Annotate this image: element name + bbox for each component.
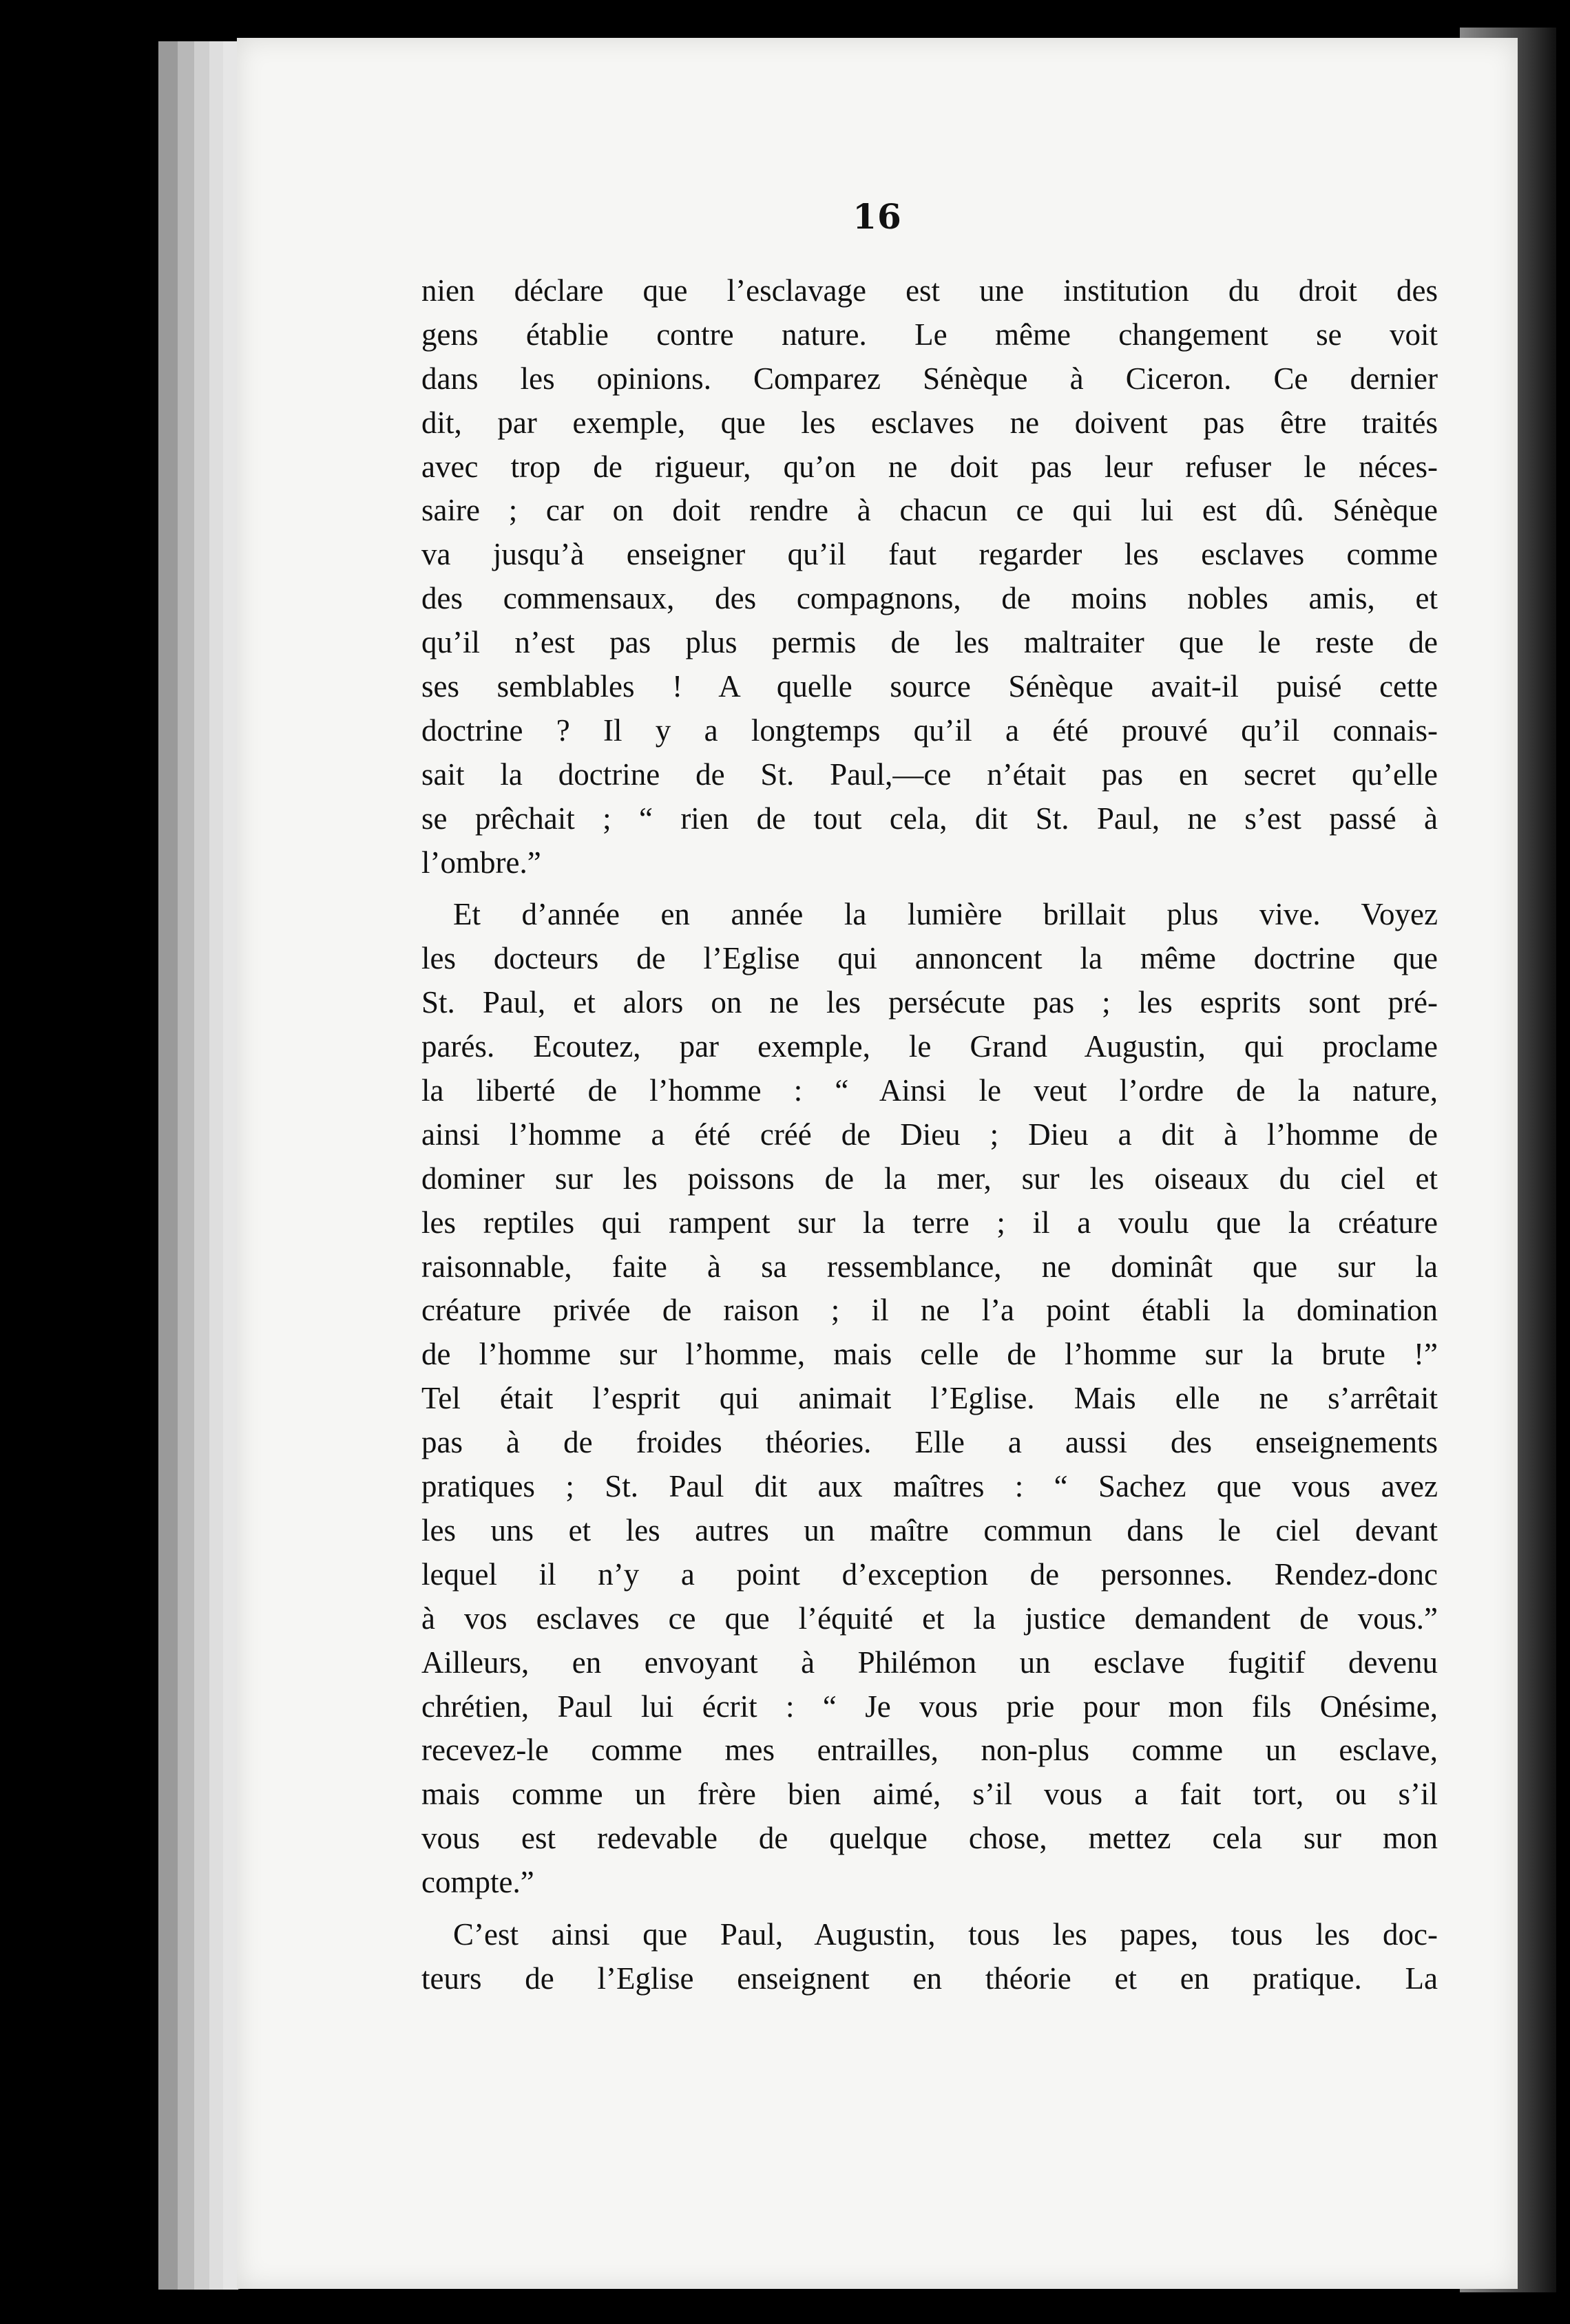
- text-line: gens établie contre nature. Le même changement se voit: [421, 317, 1438, 352]
- text-line: St. Paul, et alors on ne les persécute pas ; les esprits sont pré-: [421, 985, 1438, 1020]
- page-number: 16: [852, 196, 902, 237]
- text-line: avec trop de rigueur, qu’on ne doit pas leur refuser le néces-: [421, 449, 1438, 484]
- text-line: teurs de l’Eglise enseignent en théorie et en pratique. La: [421, 1961, 1438, 1996]
- text-line: nien déclare que l’esclavage est une institution du droit des: [421, 273, 1438, 308]
- text-line: C’est ainsi que Paul, Augustin, tous les papes, tous les doc-: [453, 1916, 1438, 1952]
- text-line: pas à de froides théories. Elle a aussi des enseignements: [421, 1425, 1438, 1460]
- text-line: qu’il n’est pas plus permis de les maltraiter que le reste de: [421, 625, 1438, 660]
- paragraph: [421, 893, 1438, 1904]
- text-line: sait la doctrine de St. Paul,—ce n’était pas en secret qu’elle: [421, 757, 1438, 792]
- text-line: parés. Ecoutez, par exemple, le Grand Augustin, qui proclame: [421, 1029, 1438, 1064]
- text-line: dit, par exemple, que les esclaves ne doivent pas être traités: [421, 405, 1438, 440]
- text-line: Ailleurs, en envoyant à Philémon un esclave fugitif devenu: [421, 1645, 1438, 1680]
- text-line: vous est redevable de quelque chose, mettez cela sur mon: [421, 1821, 1438, 1856]
- text-line: créature privée de raison ; il ne l’a point établi la domination: [421, 1293, 1438, 1328]
- text-line: à vos esclaves ce que l’équité et la justice demandent de vous.”: [421, 1601, 1438, 1636]
- text-line: de l’homme sur l’homme, mais celle de l’homme sur la brute !”: [421, 1337, 1438, 1372]
- paragraph: [421, 269, 1438, 885]
- text-line: les uns et les autres un maître commun dans le ciel devant: [421, 1512, 1438, 1547]
- text-line: chrétien, Paul lui écrit : “ Je vous prie pour mon fils Onésime,: [421, 1689, 1438, 1724]
- text-line: les reptiles qui rampent sur la terre ; il a voulu que la créature: [421, 1205, 1438, 1240]
- text-line: dominer sur les poissons de la mer, sur les oiseaux du ciel et: [421, 1161, 1438, 1196]
- body-text: [421, 269, 1438, 2001]
- paragraph-gap: [421, 885, 1438, 893]
- book-page: [237, 38, 1518, 2289]
- text-line: les docteurs de l’Eglise qui annoncent la même doctrine que: [421, 941, 1438, 976]
- text-line: pratiques ; St. Paul dit aux maîtres : “ Sachez que vous avez: [421, 1469, 1438, 1504]
- text-line: mais comme un frère bien aimé, s’il vous a fait tort, ou s’il: [421, 1777, 1438, 1812]
- paragraph-gap: [421, 1905, 1438, 1913]
- text-line: recevez-le comme mes entrailles, non-plus comme un esclave,: [421, 1733, 1438, 1768]
- text-line: lequel il n’y a point d’exception de personnes. Rendez-donc: [421, 1556, 1438, 1592]
- text-line: la liberté de l’homme : “ Ainsi le veut l’ordre de la nature,: [421, 1073, 1438, 1108]
- text-line: ainsi l’homme a été créé de Dieu ; Dieu a dit à l’homme de: [421, 1117, 1438, 1152]
- text-line: l’ombre.”: [421, 845, 541, 880]
- text-line: compte.”: [421, 1865, 534, 1900]
- text-line: des commensaux, des compagnons, de moins nobles amis, et: [421, 581, 1438, 616]
- text-line: Et d’année en année la lumière brillait plus vive. Voyez: [453, 897, 1438, 932]
- text-line: va jusqu’à enseigner qu’il faut regarder les esclaves comme: [421, 537, 1438, 572]
- text-line: saire ; car on doit rendre à chacun ce qui lui est dû. Sénèque: [421, 493, 1438, 528]
- text-line: dans les opinions. Comparez Sénèque à Ciceron. Ce dernier: [421, 361, 1438, 396]
- text-line: ses semblables ! A quelle source Sénèque avait-il puisé cette: [421, 669, 1438, 704]
- paragraph: [421, 1913, 1438, 2001]
- text-line: raisonnable, faite à sa ressemblance, ne dominât que sur la: [421, 1249, 1438, 1284]
- text-line: doctrine ? Il y a longtemps qu’il a été prouvé qu’il connais-: [421, 712, 1438, 748]
- text-line: se prêchait ; “ rien de tout cela, dit St. Paul, ne s’est passé à: [421, 801, 1438, 836]
- text-line: Tel était l’esprit qui animait l’Eglise. Mais elle ne s’arrêtait: [421, 1381, 1438, 1416]
